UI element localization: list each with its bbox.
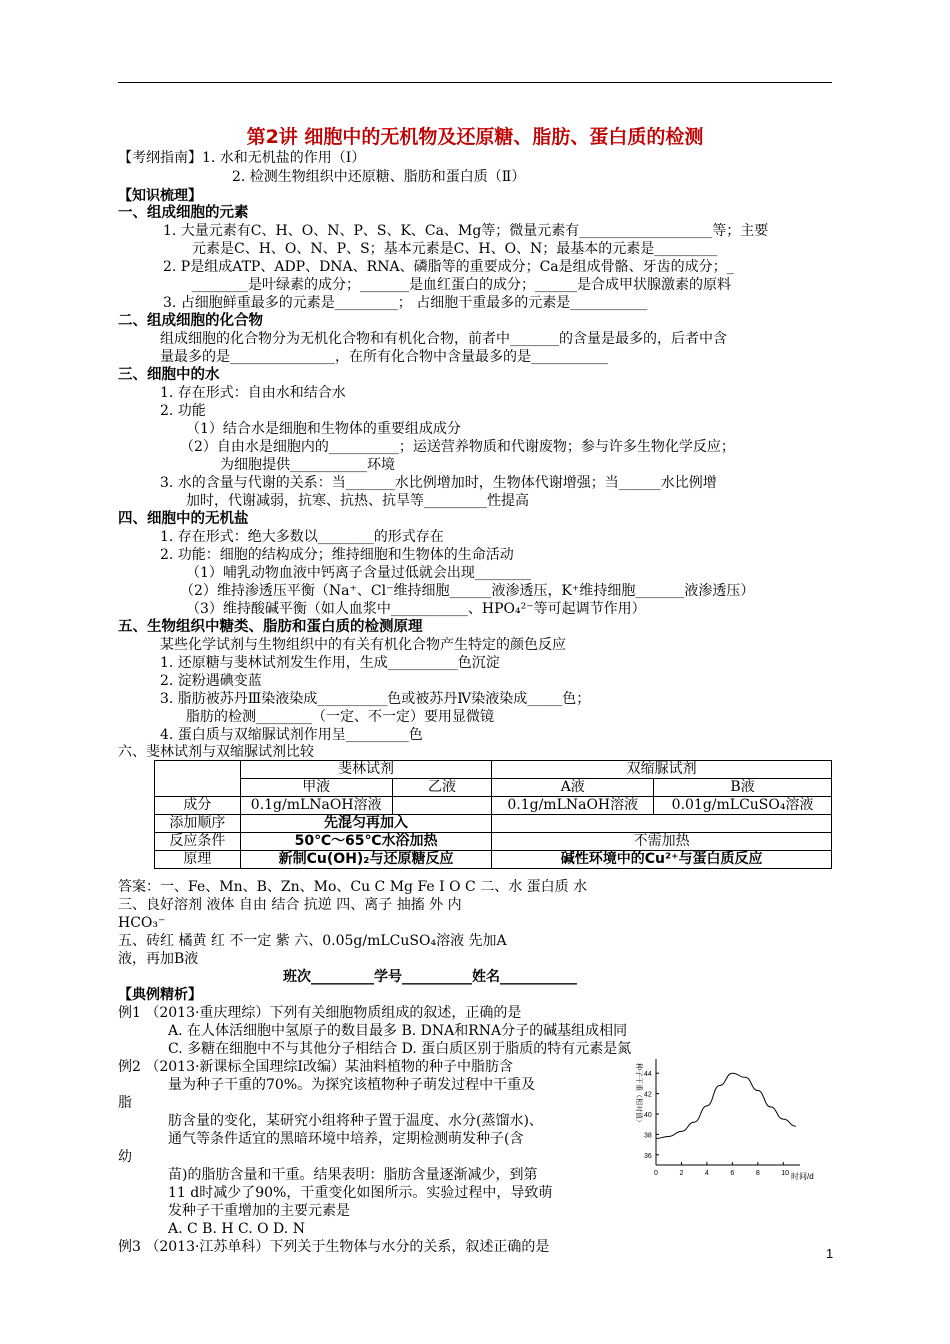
text-line: 六、斐林试剂与双缩脲试剂比较 xyxy=(118,744,314,760)
chart-axes xyxy=(656,1059,800,1165)
table-cell: 0.1g/mLNaOH溶液 xyxy=(492,797,654,815)
text-line: 一、组成细胞的元素 xyxy=(118,205,249,221)
x-tick-label: 4 xyxy=(704,1170,709,1177)
text-line: 1. 还原糖与斐林试剂发生作用，生成__________色沉淀 xyxy=(160,655,500,671)
page-number: 1 xyxy=(826,1246,834,1261)
table-cell xyxy=(492,815,832,833)
text-line: 2. P是组成ATP、ADP、DNA、RNA、磷脂等的重要成分；Ca是组成骨骼、牙齿的成分；_ xyxy=(163,259,734,275)
text-line: （2）自由水是细胞内的__________；运送营养物质和代谢废物；参与许多生物化学反应； xyxy=(180,439,735,455)
x-axis-label: 时间/d xyxy=(791,1172,814,1181)
table-cell xyxy=(155,761,241,797)
text-line: 五、砖红 橘黄 红 不一定 紫 六、0.05g/mLCuSO₄溶液 先加A xyxy=(118,933,507,949)
text-line: 为细胞提供___________环境 xyxy=(220,457,395,473)
table-row xyxy=(155,797,832,815)
table-cell: 0.1g/mLNaOH溶液 xyxy=(240,797,392,815)
text-line: （2）维持渗透压平衡（Na⁺、Cl⁻维持细胞______液渗透压，K⁺维持细胞_______液渗透压） xyxy=(180,583,755,599)
table-cell: 甲液 xyxy=(240,779,392,797)
text-line: 【典例精析】 xyxy=(118,987,202,1003)
table-cell: 新制Cu(OH)₂与还原糖反应 xyxy=(240,851,492,869)
text-line: 【知识梳理】 xyxy=(118,188,202,204)
table-row-label: 反应条件 xyxy=(155,833,241,851)
comparison-table xyxy=(154,760,832,869)
text-line: HCO₃⁻ xyxy=(118,915,166,931)
table-cell: B液 xyxy=(654,779,832,797)
text-line: 1. 存在形式：自由水和结合水 xyxy=(160,385,346,401)
text-line: 四、细胞中的无机盐 xyxy=(118,511,249,527)
text-line: 二、组成细胞的化合物 xyxy=(118,313,263,329)
text-line: 2. 淀粉遇碘变蓝 xyxy=(160,673,262,689)
text-line: 五、生物组织中糖类、脂肪和蛋白质的检测原理 xyxy=(118,619,423,635)
text-line: 答案：一、Fe、Mn、B、Zn、Mo、Cu C Mg Fe I O C 二、水 蛋白质 水 xyxy=(118,879,588,895)
table-row-label: 成分 xyxy=(155,797,241,815)
table-cell: 0.01g/mLCuSO₄溶液 xyxy=(654,797,832,815)
table-cell: A液 xyxy=(492,779,654,797)
text-line: 量为种子干重的70%。为探究该植物种子萌发过程中干重及 xyxy=(168,1077,536,1093)
table-row xyxy=(155,779,832,797)
text-line: 4. 蛋白质与双缩脲试剂作用呈_________色 xyxy=(160,727,423,743)
x-tick-label: 6 xyxy=(730,1170,735,1177)
text-line: ________是叶绿素的成分；_______是血红蛋白的成分；______是合成甲状腺激素的原料 xyxy=(192,277,731,293)
text-line: 量最多的是_______________，在所有化合物中含量最多的是___________ xyxy=(160,349,608,365)
x-tick-label: 10 xyxy=(781,1170,790,1177)
table-header-fehling: 斐林试剂 xyxy=(240,761,492,779)
table-cell: 不需加热 xyxy=(492,833,832,851)
y-tick-label: 36 xyxy=(644,1152,652,1160)
text-line: 三、良好溶剂 液体 自由 结合 抗逆 四、离子 抽搐 外 内 xyxy=(118,897,462,913)
text-line: 例2 （2013·新课标全国理综Ⅰ改编）某油料植物的种子中脂肪含 xyxy=(118,1059,513,1075)
text-line: 组成细胞的化合物分为无机化合物和有机化合物，前者中_______的含量是最多的，后者中含 xyxy=(160,331,727,347)
text-line: 2. 检测生物组织中还原糖、脂肪和蛋白质（Ⅱ） xyxy=(232,169,526,185)
text-line: 例3 （2013·江苏单科）下列关于生物体与水分的关系，叙述正确的是 xyxy=(118,1239,550,1255)
text-line: 通气等条件适宜的黑暗环境中培养，定期检测萌发种子(含 xyxy=(168,1131,524,1147)
text-line: （3）维持酸碱平衡（如人血浆中___________、HPO₄²⁻等可起调节作用） xyxy=(186,601,646,617)
text-line: 11 d时减少了90%，干重变化如图所示。实验过程中，导致萌 xyxy=(168,1185,553,1201)
x-tick-label: 0 xyxy=(654,1170,658,1177)
text-line: 2. 功能：细胞的结构成分；维持细胞和生物体的生命活动 xyxy=(160,547,514,563)
text-line: 元素是C、H、O、N、P、S；基本元素是C、H、O、N；最基本的元素是_________ xyxy=(192,241,718,257)
text-line: C. 多糖在细胞中不与其他分子相结合 D. 蛋白质区别于脂质的特有元素是氮 xyxy=(168,1041,632,1057)
dry-weight-line xyxy=(656,1073,796,1138)
text-line: 【考纲指南】1. 水和无机盐的作用（Ⅰ） xyxy=(118,150,366,166)
y-tick-label: 42 xyxy=(644,1091,652,1099)
text-line: 脂肪的检测________（一定、不一定）要用显微镜 xyxy=(186,709,494,725)
dry-weight-chart xyxy=(628,1055,828,1185)
text-line: 3. 水的含量与代谢的关系：当_______水比例增加时，生物体代谢增强；当______水比例增 xyxy=(160,475,717,491)
table-row xyxy=(155,851,832,869)
text-line: 3. 脂肪被苏丹Ⅲ染液染成__________色或被苏丹Ⅳ染液染成_____色； xyxy=(160,691,591,707)
page-title: 第2讲 细胞中的无机物及还原糖、脂肪、蛋白质的检测 xyxy=(246,126,704,148)
text-line: （1）哺乳动物血液中钙离子含量过低就会出现________ xyxy=(186,565,531,581)
text-line: 2. 功能 xyxy=(160,403,206,419)
text-line: A. 在人体活细胞中氢原子的数目最多 B. DNA和RNA分子的碱基组成相同 xyxy=(168,1023,628,1039)
table-cell xyxy=(392,797,492,815)
text-line: 幼 xyxy=(118,1149,132,1165)
y-tick-label: 40 xyxy=(644,1112,652,1119)
text-line: 三、细胞中的水 xyxy=(118,367,220,383)
text-line: 液，再加B液 xyxy=(118,951,199,967)
text-line: （1）结合水是细胞和生物体的重要组成成分 xyxy=(186,421,461,437)
table-cell: 50℃～65℃水浴加热 xyxy=(240,833,492,851)
text-line: 苗)的脂肪含量和干重。结果表明：脂肪含量逐渐减少，到第 xyxy=(168,1167,538,1183)
table-row xyxy=(155,761,832,779)
text-line: A. C B. H C. O D. N xyxy=(168,1221,305,1237)
table-row-label: 添加顺序 xyxy=(155,815,241,833)
text-line: 例1 （2013·重庆理综）下列有关细胞物质组成的叙述，正确的是 xyxy=(118,1005,522,1021)
y-axis-label: 种子干重（相对值） xyxy=(635,1063,642,1126)
table-row xyxy=(155,815,832,833)
text-line: 3. 占细胞鲜重最多的元素是_________； 占细胞干重最多的元素是___________ xyxy=(163,295,648,311)
text-line: 脂 xyxy=(118,1095,132,1111)
table-row xyxy=(155,833,832,851)
x-tick-label: 2 xyxy=(679,1170,684,1177)
y-tick-label: 38 xyxy=(644,1132,652,1140)
x-tick-label: 8 xyxy=(755,1170,760,1177)
text-line: 班次_________学号__________姓名___________ xyxy=(283,969,577,985)
text-line: 1. 大量元素有C、H、O、N、P、S、K、Ca、Mg等；微量元素有___________________等；主要 xyxy=(163,223,769,239)
y-tick-label: 44 xyxy=(644,1071,652,1079)
text-line: 加时，代谢减弱，抗寒、抗热、抗旱等_________性提高 xyxy=(186,493,529,509)
header-rule xyxy=(118,82,832,83)
table-row-label: 原理 xyxy=(155,851,241,869)
text-line: 发种子干重增加的主要元素是 xyxy=(168,1203,350,1219)
table-cell: 碱性环境中的Cu²⁺与蛋白质反应 xyxy=(492,851,832,869)
table-header-biuret: 双缩脲试剂 xyxy=(492,761,832,779)
table-cell: 乙液 xyxy=(392,779,492,797)
text-line: 1. 存在形式：绝大多数以________的形式存在 xyxy=(160,529,444,545)
text-line: 某些化学试剂与生物组织中的有关有机化合物产生特定的颜色反应 xyxy=(160,637,566,653)
table-cell: 先混匀再加入 xyxy=(240,815,492,833)
text-line: 肪含量的变化，某研究小组将种子置于温度、水分(蒸馏水)、 xyxy=(168,1113,543,1129)
